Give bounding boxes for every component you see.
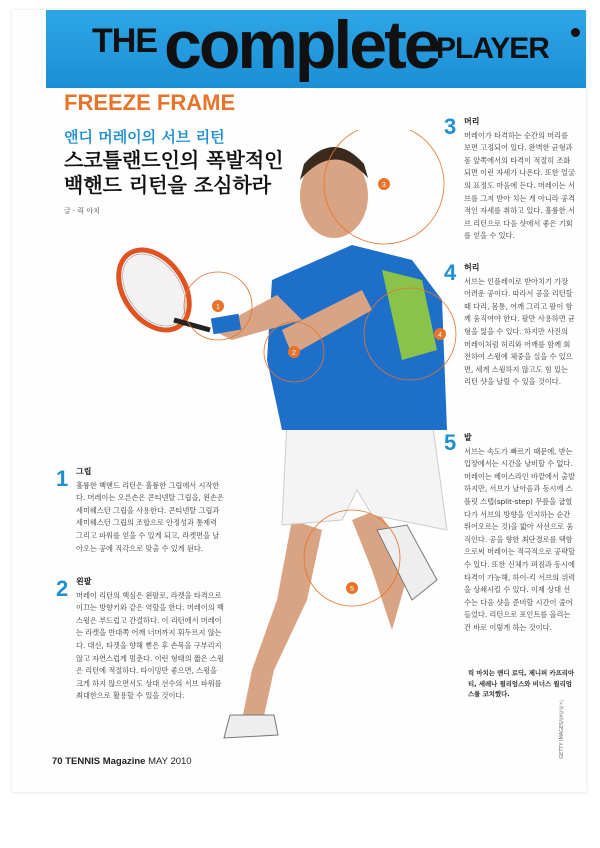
page-number: 70	[52, 756, 63, 767]
section-1-text: 훌륭한 백핸드 리턴은 훌륭한 그립에서 시작한다. 머레이는 오른손은 콘티넨탈 그립을, 왼손은 세미웨스턴 그립을 사용한다. 콘티넨탈 그립과 세미웨스턴 그립의 조합으로 안정성과 통제력 그리고 파워를 얻을 수 있게 되고, 라켓면을 날아오는 공에 직각으로 맞출 수 있게 된다.	[76, 480, 224, 553]
racket	[104, 237, 210, 343]
page-footer	[52, 756, 192, 767]
issue-date: MAY 2010	[148, 756, 192, 767]
headline: 스코틀랜드인의 폭발적인 백핸드 리턴을 조심하라	[64, 148, 284, 197]
header-player: PLAYER	[436, 32, 549, 65]
subtitle: 앤디 머레이의 서브 리턴	[64, 128, 225, 146]
section-5-title: 발	[464, 433, 472, 442]
photo-credit: GETTY IMAGES/멀티비츠	[559, 700, 565, 759]
section-grip	[76, 466, 226, 555]
section-1-number: 1	[56, 466, 69, 491]
kicker: FREEZE FRAME	[64, 90, 236, 115]
marker-4-label: 4	[438, 332, 442, 339]
section-waist	[464, 262, 576, 389]
section-5-number: 5	[444, 430, 457, 455]
section-2-text: 머레이 리턴의 핵심은 왼팔로, 라켓을 타격으로 이끄는 방향키와 같은 역할을 한다. 머레이의 백스윙은 부드럽고 간결하다. 이 리턴에서 머레이는 라켓을 반대쪽 어깨 너머까지 휘두르지 않는다. 대신, 타겟을 향해 뻗은 후 손목을 구부리지 않고 자연스럽게 멈춘다. 이런 형태의 짧은 스윙은 리턴에 적절하다. 타이밍만 좋으면, 스윙을 크게 하지 않으면서도 상대 선수의 서브 파워를 최대한으로 활용할 수 있을 것이다.	[76, 590, 224, 701]
section-3-number: 3	[444, 114, 457, 139]
magazine-name: TENNIS Magazine	[65, 756, 146, 767]
magazine-page	[12, 7, 586, 792]
marker-1-label: 1	[216, 304, 220, 311]
section-left-arm	[76, 576, 226, 703]
section-5-text: 서브는 속도가 빠르기 때문에, 받는 입장에서는 시간을 낭비할 수 없다. 머레이는 베이스라인 바깥에서 출발하지만, 서브가 날아옴과 동시에 스플릿 스텝(split-step) 무릎을 굽혔다가 서브의 방향을 인지하는 순간 뛰어오르는 것)을 밟아 사선으로 움직인다. 공을 향한 최단경로를 택함으로써 머레이는 적극적으로 공략할 수 있다. 또한 신체가 펴짐과 동시에 타격이 가능해, 하이-킥 서브의 위력을 상쇄시킬 수 있다. 이제 상대 선수는 다음 샷을 준비할 시간이 줄어들었다. 리턴으로 포인트를 올리는 건 바로 이렇게 하는 것이다.	[464, 446, 576, 632]
section-4-number: 4	[444, 260, 457, 285]
header-complete: complete	[164, 7, 439, 83]
section-4-title: 허리	[464, 263, 480, 272]
marker-5-label: 5	[350, 586, 354, 593]
section-feet	[464, 432, 576, 635]
section-4-text: 서브는 인플레이로 받아치기 가장 어려운 공이다. 따라서 공을 리턴할 때 다리, 몸통, 어깨 그리고 팔이 함께 움직여야 한다. 팔만 사용하면 균형을 잃을 수 있다. 하지만 사진의 머레이처럼 허리와 어깨를 함께 회전하여 스윙에 체중을 실을 수 있으면, 세게 스윙하지 않고도 힘 있는 리턴 샷을 날릴 수 있을 것이다.	[464, 276, 575, 387]
section-3-title: 머리	[464, 117, 480, 126]
header-the: THE	[92, 22, 157, 60]
author-caption: 릭 마치는 앤디 로딕, 제니퍼 카프리아티, 세레나 윌리엄스와 비너스 윌리엄스를 코치했다.	[468, 669, 575, 698]
marker-3-label: 3	[382, 182, 386, 189]
section-head	[464, 116, 576, 243]
section-1-title: 그립	[76, 467, 92, 476]
section-2-title: 왼팔	[76, 577, 92, 586]
header-banner	[46, 7, 586, 88]
section-3-text: 머레이가 타격하는 순간의 머리를 보면 고정되어 있다. 완벽한 균형과 몸 앞쪽에서의 타격이 적절히 조화되면 이런 자세가 나온다. 또한 얼굴의 표정도 마음에 든다. 머레이는 서브를 그저 받아 치는 게 아니라 공격적인 자세를 취하고 있다. 훌륭한 서브 리턴으로 다음 샷에서 좋은 기회를 얻을 수 있다.	[464, 130, 575, 241]
marker-2-label: 2	[292, 350, 296, 357]
section-2-number: 2	[56, 576, 69, 601]
banner-dot	[571, 28, 580, 37]
byline: 글 · 릭 아치	[64, 207, 100, 215]
